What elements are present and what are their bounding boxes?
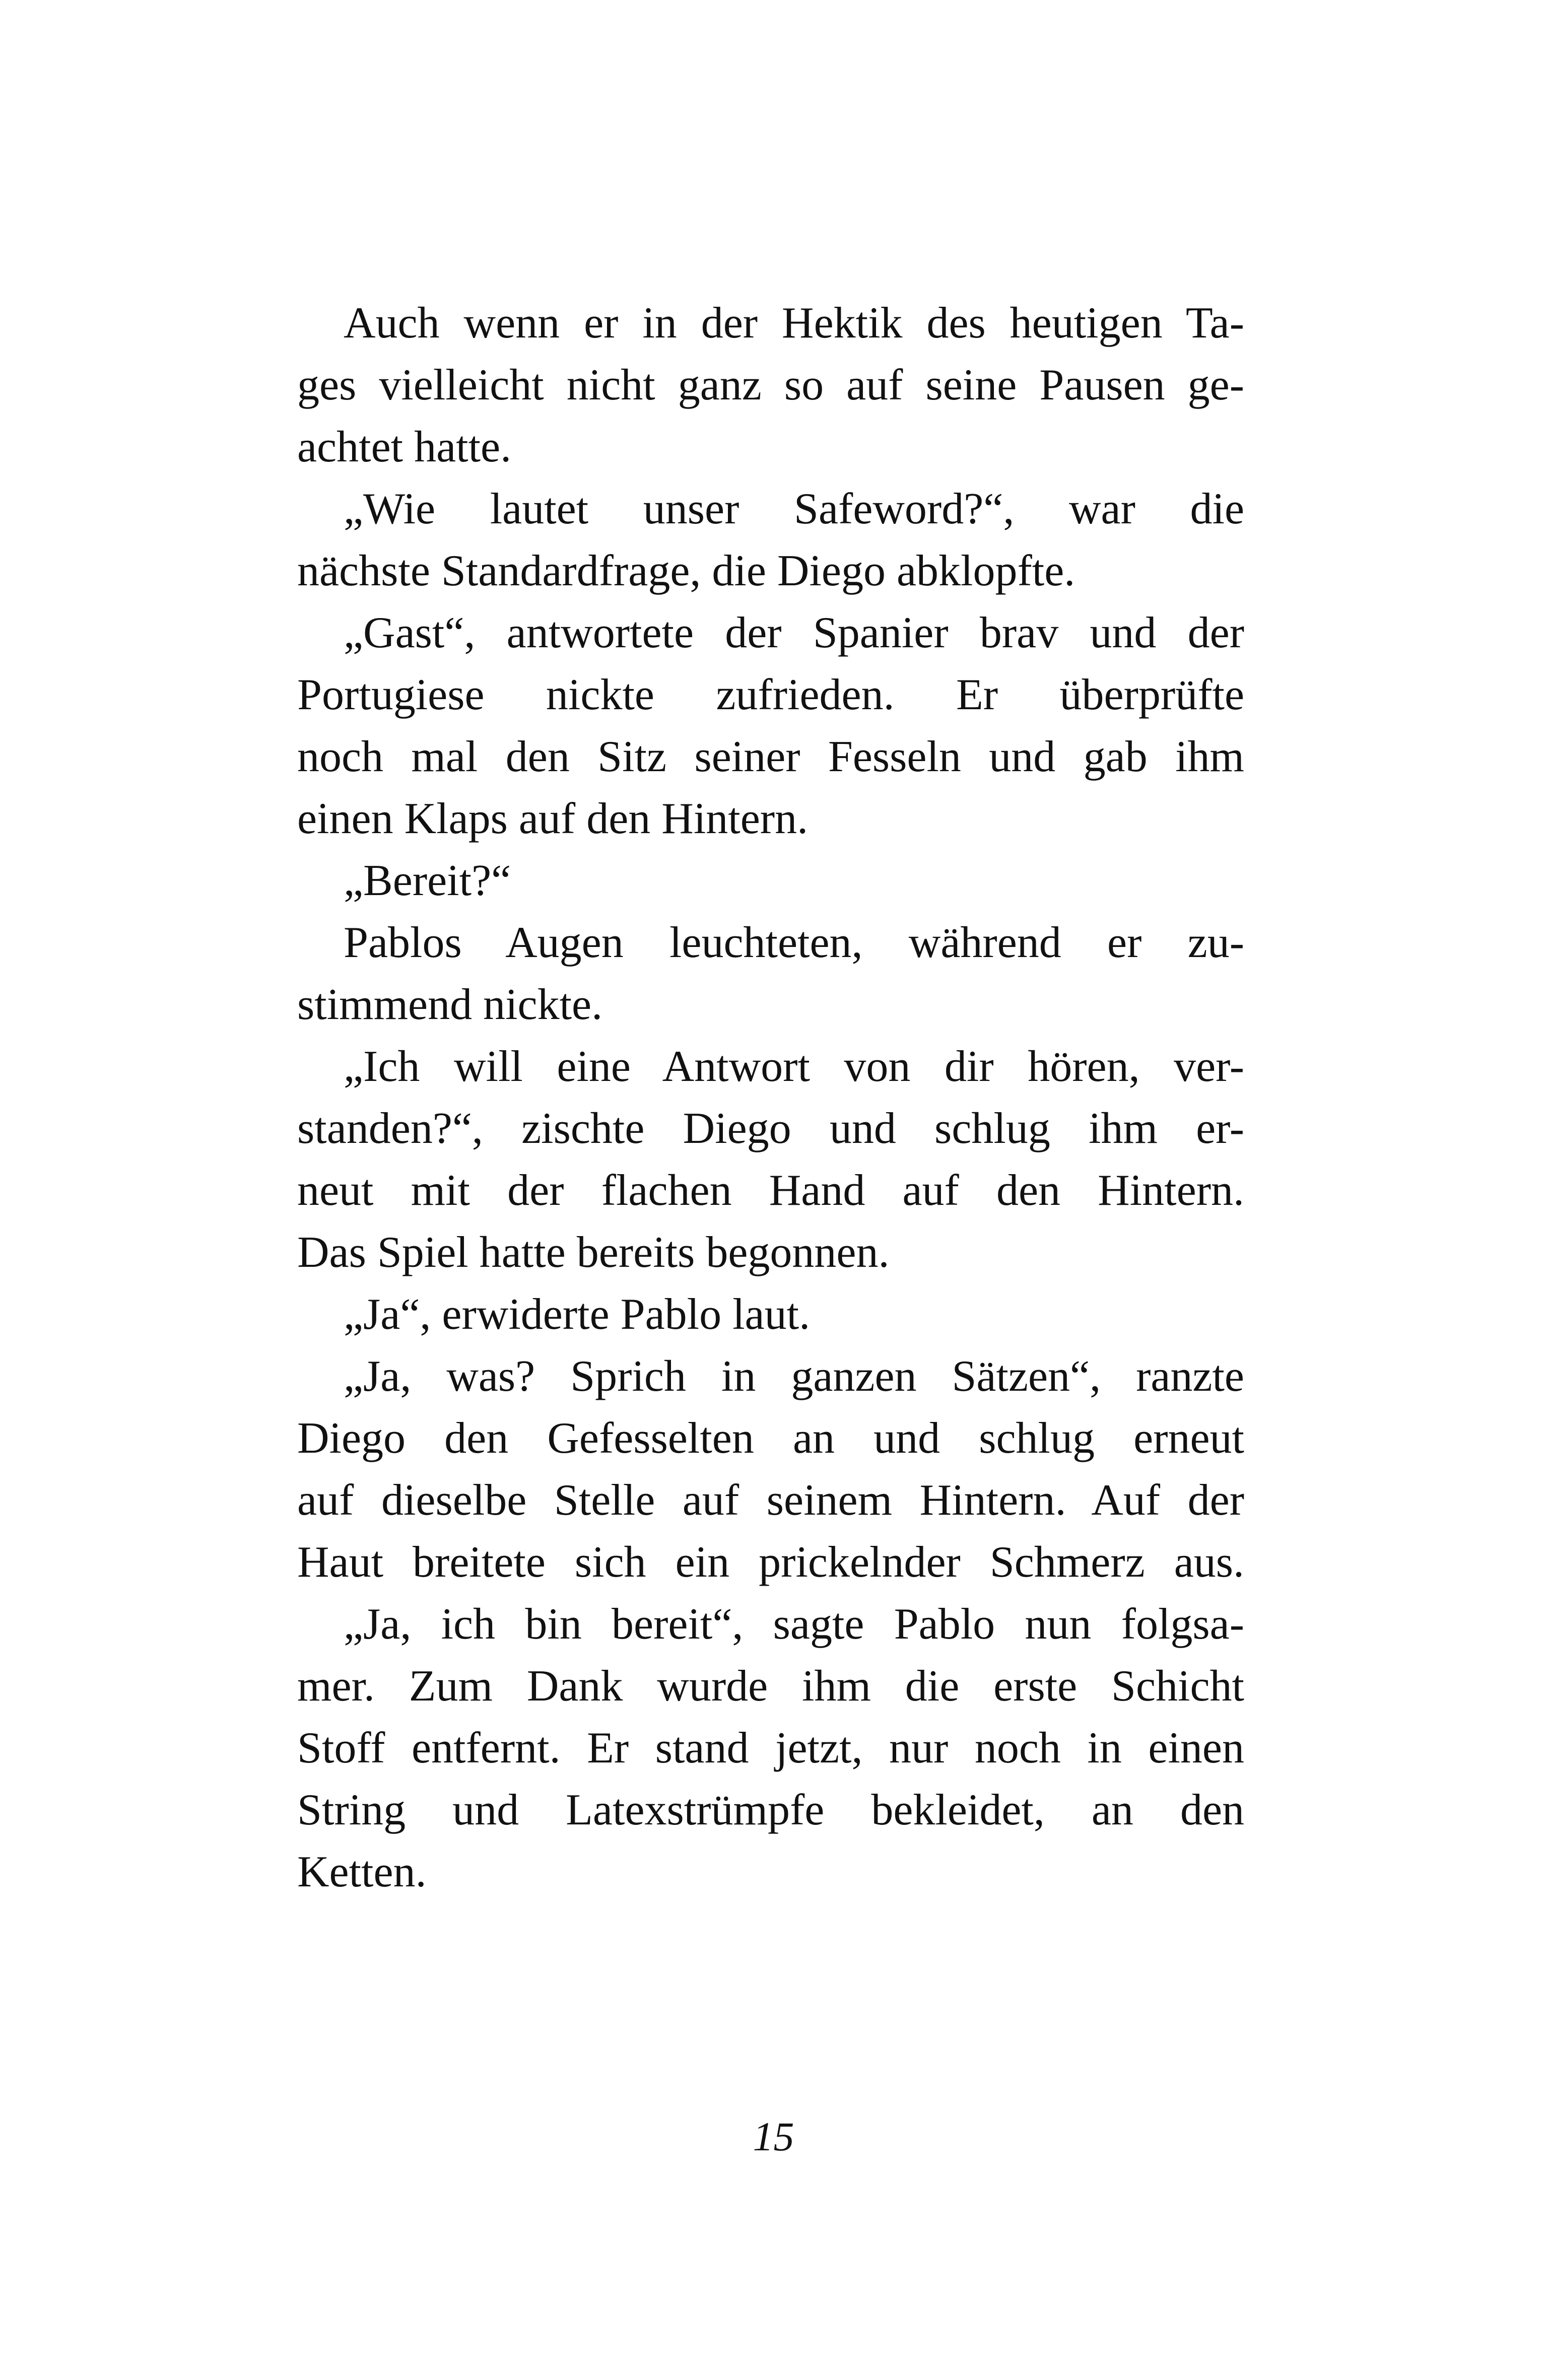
text-line: noch mal den Sitz seiner Fesseln und gab ihm bbox=[297, 732, 1244, 781]
text-line: nächste Standardfrage, die Diego abklopfte. bbox=[297, 547, 1075, 595]
body-text bbox=[297, 292, 1244, 1903]
text-line: „Gast“, antwortete der Spanier brav und der bbox=[344, 608, 1244, 657]
text-line: auf dieselbe Stelle auf seinem Hintern. Auf der bbox=[297, 1476, 1244, 1525]
text-line: Portugiese nickte zufrieden. Er überprüfte bbox=[297, 670, 1244, 719]
text-line: mer. Zum Dank wurde ihm die erste Schicht bbox=[297, 1662, 1244, 1711]
text-line: Haut breitete sich ein prickelnder Schmerz aus. bbox=[297, 1538, 1244, 1587]
text-line: „Ja, ich bin bereit“, sagte Pablo nun folgsa- bbox=[344, 1600, 1244, 1649]
text-line: Stoff entfernt. Er stand jetzt, nur noch in einen bbox=[297, 1724, 1244, 1773]
text-line: Auch wenn er in der Hektik des heutigen Ta- bbox=[344, 299, 1244, 348]
text-line: einen Klaps auf den Hintern. bbox=[297, 794, 809, 843]
text-line: String und Latexstrümpfe bekleidet, an den bbox=[297, 1786, 1244, 1834]
text-line: Pablos Augen leuchteten, während er zu- bbox=[344, 918, 1244, 967]
text-line: neut mit der flachen Hand auf den Hintern. bbox=[297, 1166, 1244, 1215]
text-line: ges vielleicht nicht ganz so auf seine Pausen ge- bbox=[297, 361, 1244, 410]
text-line: achtet hatte. bbox=[297, 423, 512, 471]
text-line: Das Spiel hatte bereits begonnen. bbox=[297, 1228, 890, 1277]
text-line: Diego den Gefesselten an und schlug erneut bbox=[297, 1414, 1244, 1463]
text-line: Ketten. bbox=[297, 1848, 427, 1896]
text-line: „Bereit?“ bbox=[344, 856, 511, 905]
text-line: „Wie lautet unser Safeword?“, war die bbox=[344, 485, 1244, 533]
text-line: stimmend nickte. bbox=[297, 980, 603, 1029]
text-line: „Ja, was? Sprich in ganzen Sätzen“, ranzte bbox=[344, 1352, 1244, 1401]
text-line: standen?“, zischte Diego und schlug ihm er- bbox=[297, 1104, 1244, 1153]
text-line: „Ja“, erwiderte Pablo laut. bbox=[344, 1290, 811, 1339]
text-line: „Ich will eine Antwort von dir hören, ver- bbox=[344, 1042, 1244, 1091]
page-number: 15 bbox=[753, 2114, 794, 2159]
